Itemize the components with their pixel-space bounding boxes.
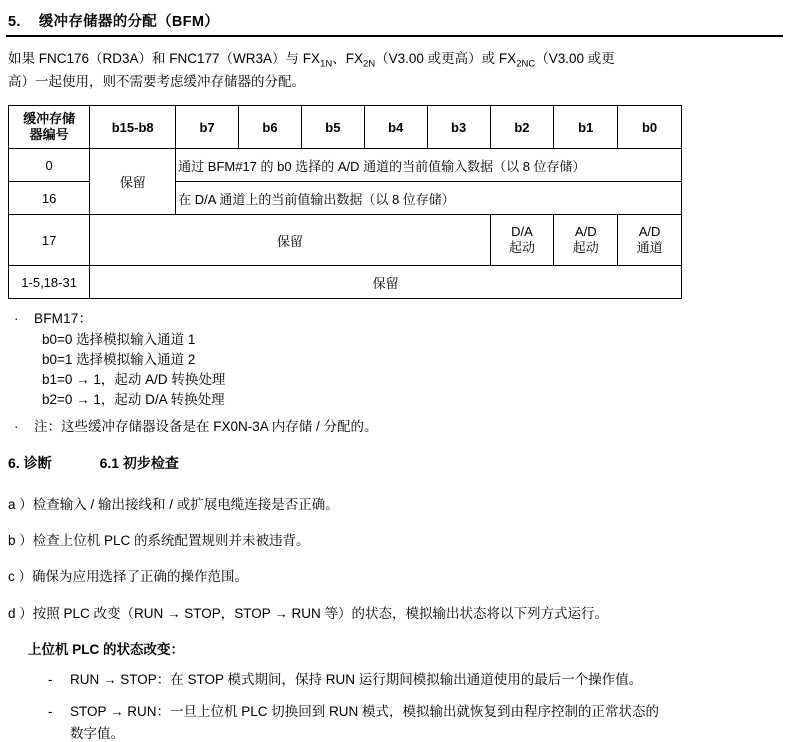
row-16-content: 在 D/A 通道上的当前值输出数据（以 8 位存储） — [176, 182, 682, 215]
column-header-b15-b8: b15-b8 — [90, 106, 176, 149]
bfm17-title: BFM17： — [34, 311, 93, 327]
plc-state-stop-to-run-continued: 数字值。 — [70, 726, 124, 742]
plc-state-change-heading: 上位机 PLC 的状态改变： — [28, 641, 185, 657]
diag-item-b: b ）检查上位机 PLC 的系统配置规则并未被违背。 — [8, 533, 310, 549]
document-page — [0, 10, 789, 742]
column-header-id-line2: 器编号 — [29, 127, 69, 143]
row-range-content: 保留 — [90, 266, 682, 299]
reserved-b15-b8: 保留 — [90, 149, 176, 215]
bfm17-detail-lines — [34, 330, 781, 411]
diag-item-d: d ）按照 PLC 改变（RUN → STOP，STOP → RUN 等）的状态，模拟输出状态将以下列方式运行。 — [8, 605, 609, 621]
dash-marker-icon: - — [48, 704, 53, 720]
table-row — [9, 266, 682, 299]
section-heading — [0, 10, 789, 35]
bfm17-line-1: b0=0 选择模拟输入通道 1 — [42, 331, 196, 347]
bfm-allocation-table — [8, 105, 682, 299]
intro-sub-1n: 1N — [320, 58, 333, 70]
plc-state-run-to-stop — [48, 670, 781, 690]
bullet-dot-icon: · — [14, 311, 19, 327]
diagnostics-subheading: 6.1 初步检查 — [99, 454, 179, 471]
dash-marker-icon: - — [48, 671, 53, 687]
plc-state-stop-to-run-text: STOP → RUN：一旦上位机 PLC 切换回到 RUN 模式，模拟输出就恢复到由程序控制的正常状态的 — [70, 704, 660, 720]
row-17-b1-line1: A/D — [574, 224, 597, 240]
plc-state-run-to-stop-text: RUN → STOP：在 STOP 模式期间，保持 RUN 运行期间模拟输出通道使用的最后一个操作值。 — [70, 671, 643, 687]
intro-line2: 高）一起使用，则不需要考虑缓冲存储器的分配。 — [8, 74, 305, 90]
row-17-b0-line2: 通道 — [636, 240, 663, 256]
column-header-b0: b0 — [618, 106, 682, 149]
diag-item-a: a ）检查输入 / 输出接线和 / 或扩展电缆连接是否正确。 — [8, 496, 339, 512]
intro-line1-a: 如果 FNC176（RD3A）和 FNC177（WR3A）与 FX — [8, 51, 321, 66]
row-17-b2-line1: D/A — [511, 224, 533, 240]
intro-paragraph — [8, 49, 781, 93]
bfm-notes-list — [0, 309, 789, 437]
row-0-content: 通过 BFM#17 的 b0 选择的 A/D 通道的当前值输入数据（以 8 位存储） — [176, 149, 682, 182]
bullet-dot-icon: · — [14, 418, 19, 434]
heading-rule — [6, 35, 783, 37]
intro-line1-c: （V3.00 或更高）或 FX — [375, 51, 517, 66]
section-number: 5. — [8, 14, 21, 30]
row-17-b1-line2: 起动 — [572, 240, 599, 256]
column-header-b6: b6 — [239, 106, 302, 149]
column-header-id-line1: 缓冲存储 — [23, 111, 76, 127]
column-header-b1: b1 — [554, 106, 618, 149]
column-header-b4: b4 — [364, 106, 427, 149]
list-item — [8, 417, 781, 437]
bfm17-line-4: b2=0 → 1，起动 D/A 转换处理 — [42, 392, 225, 408]
intro-line1-d: （V3.00 或更 — [535, 51, 615, 66]
table-header-row — [9, 106, 682, 149]
section-title: 缓冲存储器的分配（BFM） — [38, 14, 220, 30]
row-17-b2 — [490, 215, 554, 266]
bfm17-line-2: b0=1 选择模拟输入通道 2 — [42, 351, 196, 367]
diagnostics-heading — [8, 453, 781, 473]
table-row — [9, 215, 682, 266]
intro-line1-b: 、FX — [332, 51, 363, 66]
diag-item-c: c ）确保为应用选择了正确的操作范围。 — [8, 569, 249, 585]
row-id-range: 1-5,18-31 — [9, 266, 90, 299]
column-header-b3: b3 — [427, 106, 490, 149]
intro-sub-2nc: 2NC — [516, 58, 536, 70]
note-text-a: 注：这些缓冲存储器设备是在 FX — [34, 418, 231, 434]
plc-state-stop-to-run — [48, 702, 781, 722]
intro-sub-2n: 2N — [362, 58, 376, 70]
column-header-b7: b7 — [176, 106, 239, 149]
note-sub-0n: 0N — [230, 418, 248, 434]
bfm17-line-3: b1=0 → 1，起动 A/D 转换处理 — [42, 372, 226, 388]
row-id-17: 17 — [9, 215, 90, 266]
column-header-b2: b2 — [490, 106, 554, 149]
row-17-reserved: 保留 — [90, 215, 490, 266]
row-17-b0-line1: A/D — [638, 224, 661, 240]
row-17-b0 — [618, 215, 682, 266]
table-row — [9, 149, 682, 182]
row-17-b1 — [554, 215, 618, 266]
row-id-0: 0 — [9, 149, 90, 182]
row-id-16: 16 — [9, 182, 90, 215]
note-text-b: -3A 内存储 / 分配的。 — [247, 418, 378, 434]
column-header-b5: b5 — [301, 106, 364, 149]
list-item — [8, 309, 781, 410]
row-17-b2-line2: 起动 — [508, 240, 535, 256]
column-header-id — [9, 106, 90, 149]
diagnostics-heading-number: 6. 诊断 — [8, 454, 52, 471]
